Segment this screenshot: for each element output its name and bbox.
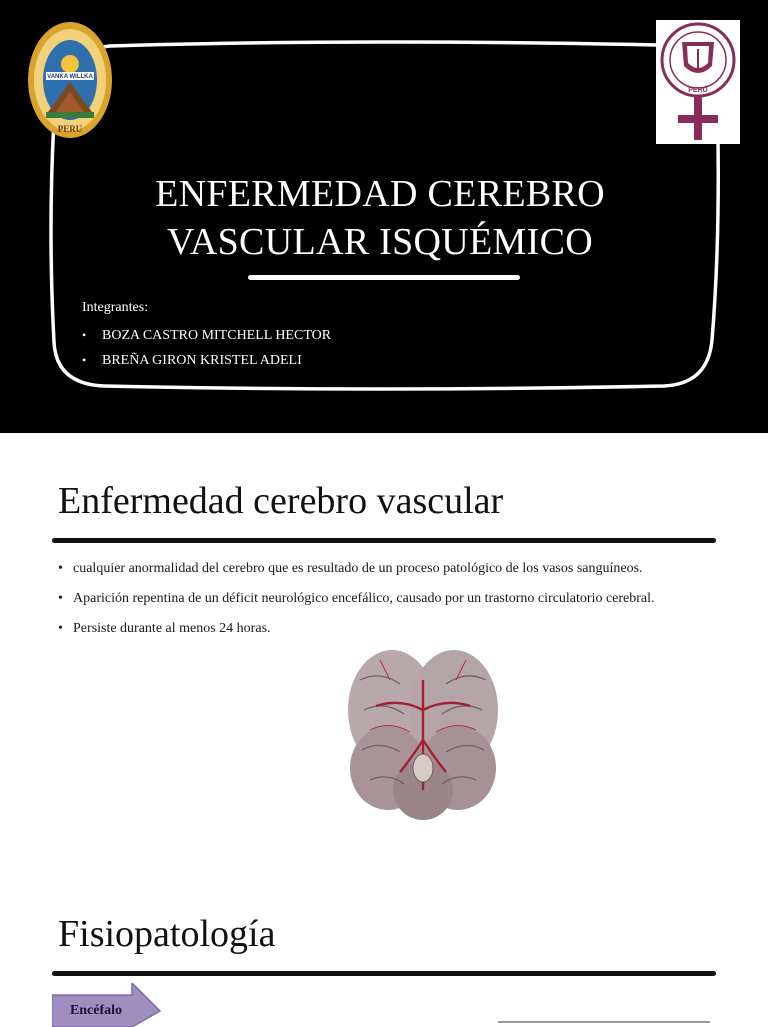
- slide-title: Enfermedad cerebro vascular: [58, 480, 504, 522]
- bullet-icon: •: [58, 561, 63, 576]
- obstetrics-logo: [656, 20, 740, 144]
- bullet-text: Aparición repentina de un déficit neurológico encefálico, causado por un trastorno circulatorio cerebral.: [73, 591, 655, 606]
- pathophysiology-slide: [0, 870, 768, 1024]
- bullet-text: cualquier anormalidad del cerebro que es resultado de un proceso patológico de los vasos sanguíneos.: [73, 561, 643, 576]
- bullet-list: [58, 558, 698, 648]
- list-item: [82, 348, 331, 373]
- bullet-text: Persiste durante al menos 24 horas.: [73, 621, 271, 636]
- title-underline: [248, 275, 520, 280]
- member-name: BREÑA GIRON KRISTEL ADELI: [102, 353, 302, 368]
- list-item: [82, 323, 331, 348]
- list-item: [58, 558, 698, 579]
- members-list: [82, 323, 331, 373]
- bullet-icon: •: [82, 328, 87, 342]
- member-name: BOZA CASTRO MITCHELL HECTOR: [102, 328, 332, 343]
- university-seal-icon: [26, 20, 114, 142]
- title-line-1: ENFERMEDAD CEREBRO: [155, 173, 605, 215]
- svg-text:PERU: PERU: [57, 124, 83, 134]
- bullet-icon: •: [58, 621, 63, 636]
- divider: [498, 1021, 710, 1023]
- title-slide: [0, 0, 768, 433]
- slide-title: [60, 170, 700, 266]
- members-label: Integrantes:: [82, 300, 149, 315]
- list-item: [58, 618, 698, 639]
- list-item: [58, 588, 698, 609]
- svg-text:VANKA WILLKA: VANKA WILLKA: [47, 74, 93, 80]
- obstetrics-seal-icon: [656, 20, 740, 144]
- arrow-label: Encéfalo: [69, 1003, 123, 1018]
- title-line-2: VASCULAR ISQUÉMICO: [167, 221, 593, 263]
- bullet-icon: •: [82, 353, 87, 367]
- definition-slide: [0, 433, 768, 853]
- svg-text:PERÚ: PERÚ: [688, 87, 708, 94]
- slide-title: Fisiopatología: [58, 913, 276, 955]
- title-rule: [52, 971, 716, 976]
- brain-base-illustration-icon: [340, 640, 506, 828]
- title-rule: [52, 538, 716, 543]
- bullet-icon: •: [58, 591, 63, 606]
